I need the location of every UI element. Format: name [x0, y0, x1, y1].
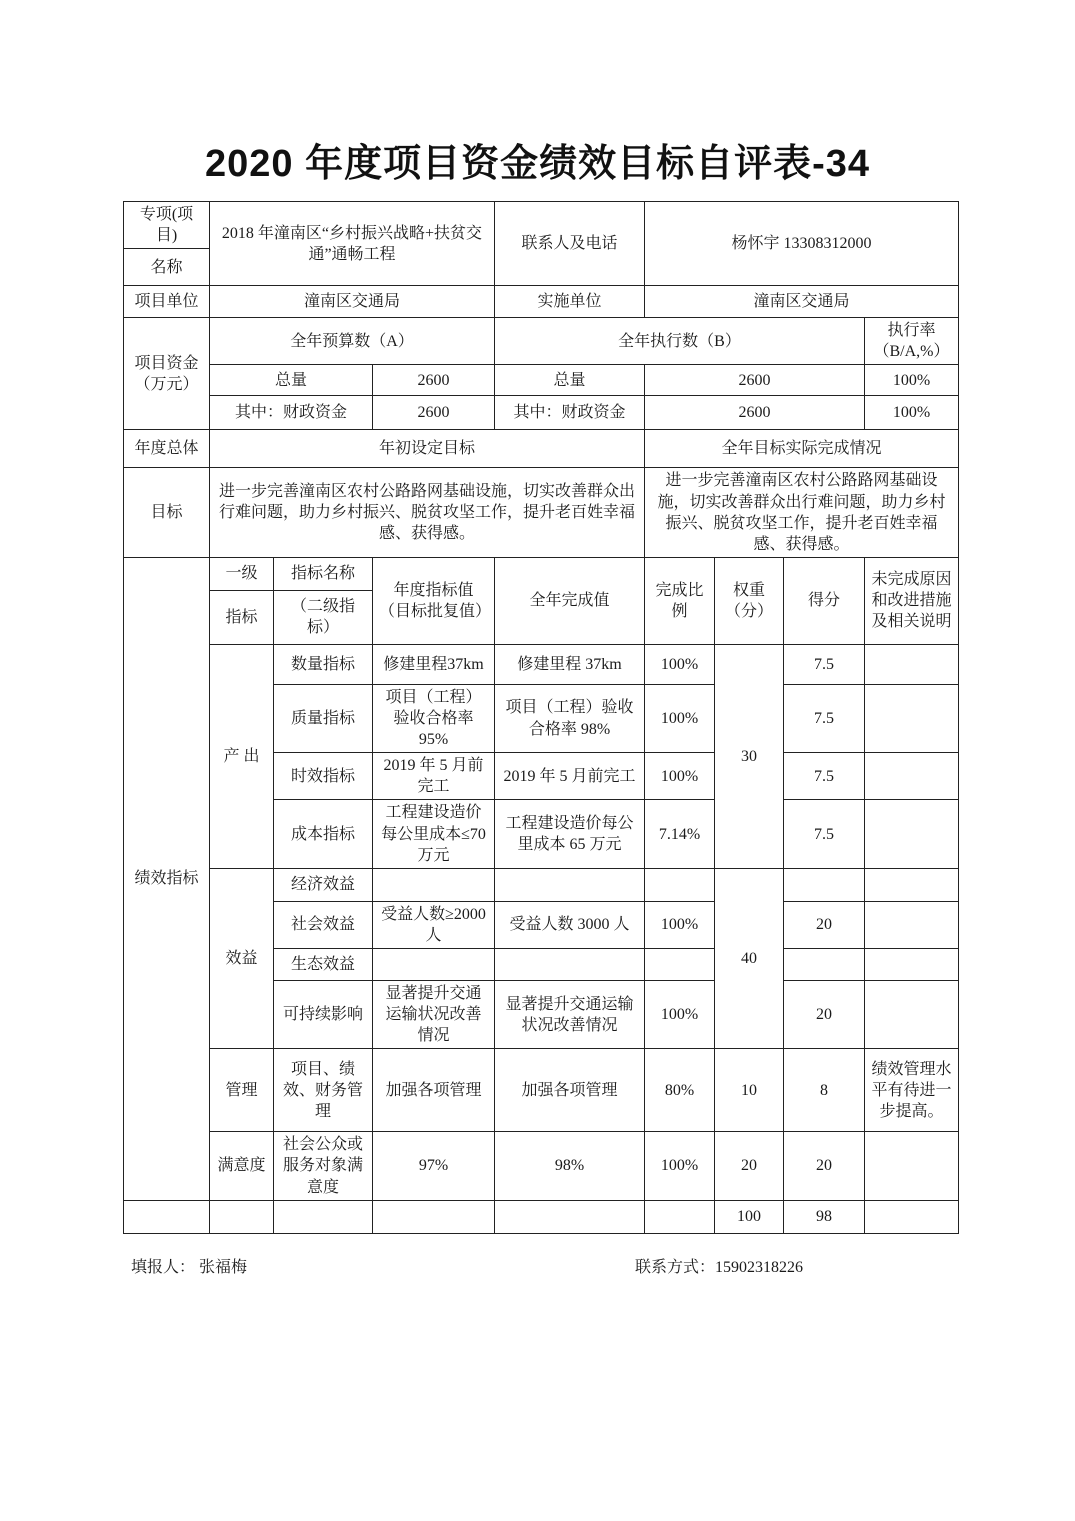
indicator-actual: 98%	[495, 1132, 645, 1200]
indicator-ratio: 100%	[645, 1132, 715, 1200]
impl-value: 潼南区交通局	[645, 286, 959, 318]
exec-label: 全年执行数（B）	[495, 318, 865, 365]
indicator-target: 97%	[373, 1132, 495, 1200]
group-benefit-weight: 40	[715, 868, 784, 1049]
indicator-remark	[865, 644, 959, 684]
indicator-ratio	[645, 948, 715, 980]
indicator-name: 成本指标	[274, 800, 373, 868]
head-remark: 未完成原因和改进措施及相关说明	[865, 557, 959, 644]
indicator-name: 经济效益	[274, 868, 373, 901]
indicator-target: 工程建设造价每公里成本≤70 万元	[373, 800, 495, 868]
empty-cell	[210, 1200, 274, 1233]
budget-fiscal-label: 其中：财政资金	[210, 396, 373, 430]
indicator-score: 7.5	[784, 753, 865, 800]
indicator-remark	[865, 800, 959, 868]
row-goal	[124, 468, 959, 557]
contact-value: 杨怀宇 13308312000	[645, 202, 959, 286]
indicators-section-label: 绩效指标	[124, 557, 210, 1200]
row-project-name-top	[124, 202, 959, 249]
empty-cell	[865, 1200, 959, 1233]
total-score: 98	[784, 1200, 865, 1233]
form-footer	[123, 1254, 958, 1284]
indicator-remark	[865, 868, 959, 901]
total-rate-value: 100%	[865, 365, 959, 396]
indicator-name: 可持续影响	[274, 980, 373, 1048]
indicator-ratio: 100%	[645, 753, 715, 800]
indicator-actual: 修建里程 37km	[495, 644, 645, 684]
row-funding-fiscal	[124, 396, 959, 430]
indicator-remark	[865, 1132, 959, 1200]
indicator-name: 生态效益	[274, 948, 373, 980]
filler-value: 张福梅	[199, 1258, 248, 1276]
indicator-remark	[865, 948, 959, 980]
indicator-name: 社会公众或服务对象满意度	[274, 1132, 373, 1200]
impl-label: 实施单位	[495, 286, 645, 318]
indicator-actual: 项目（工程）验收合格率 98%	[495, 684, 645, 752]
indicator-target: 显著提升交通运输状况改善情况	[373, 980, 495, 1048]
indicator-ratio: 7.14%	[645, 800, 715, 868]
exec-fiscal-label: 其中：财政资金	[495, 396, 645, 430]
annual-label: 年度总体	[124, 430, 210, 468]
indicator-target	[373, 868, 495, 901]
indicator-remark: 绩效管理水平有待进一步提高。	[865, 1049, 959, 1132]
indicator-row-management	[124, 1049, 959, 1132]
goal-set-text: 进一步完善潼南区农村公路路网基础设施，切实改善群众出行难问题，助力乡村振兴、脱贫攻坚工作，提升老百姓幸福感、获得感。	[210, 468, 645, 557]
indicator-ratio: 80%	[645, 1049, 715, 1132]
group-satisfaction-label: 满意度	[210, 1132, 274, 1200]
budget-label: 全年预算数（A）	[210, 318, 495, 365]
indicator-name: 质量指标	[274, 684, 373, 752]
indicator-name: 社会效益	[274, 901, 373, 948]
row-totals	[124, 1200, 959, 1233]
head-weight: 权重（分）	[715, 557, 784, 644]
budget-total-label: 总量	[210, 365, 373, 396]
fiscal-rate-value: 100%	[865, 396, 959, 430]
indicator-actual: 2019 年 5 月前完工	[495, 753, 645, 800]
indicator-score: 7.5	[784, 684, 865, 752]
indicator-ratio: 100%	[645, 980, 715, 1048]
indicator-remark	[865, 684, 959, 752]
head-actual-value: 全年完成值	[495, 557, 645, 644]
row-indicator-header-top	[124, 557, 959, 590]
footer-contact-label: 联系方式：	[635, 1258, 716, 1276]
head-score: 得分	[784, 557, 865, 644]
indicator-actual: 显著提升交通运输状况改善情况	[495, 980, 645, 1048]
indicator-actual	[495, 868, 645, 901]
indicator-remark	[865, 753, 959, 800]
indicator-name: 数量指标	[274, 644, 373, 684]
group-management-label: 管理	[210, 1049, 274, 1132]
indicator-name: 时效指标	[274, 753, 373, 800]
goal-done-text: 进一步完善潼南区农村公路路网基础设施，切实改善群众出行难问题，助力乡村振兴、脱贫攻坚工作，提升老百姓幸福感、获得感。	[645, 468, 959, 557]
group-management-weight: 10	[715, 1049, 784, 1132]
head-name-top: 指标名称	[274, 557, 373, 590]
group-satisfaction-weight: 20	[715, 1132, 784, 1200]
empty-cell	[495, 1200, 645, 1233]
indicator-target: 修建里程37km	[373, 644, 495, 684]
indicator-score: 20	[784, 901, 865, 948]
indicator-actual: 受益人数 3000 人	[495, 901, 645, 948]
contact-line	[635, 1254, 803, 1277]
indicator-name: 项目、绩效、财务管理	[274, 1049, 373, 1132]
indicator-score	[784, 948, 865, 980]
head-name-bottom: （二级指标）	[274, 590, 373, 644]
group-output-weight: 30	[715, 644, 784, 868]
empty-cell	[274, 1200, 373, 1233]
empty-cell	[373, 1200, 495, 1233]
indicator-row-satisfaction	[124, 1132, 959, 1200]
indicator-score: 7.5	[784, 800, 865, 868]
group-output-label: 产 出	[210, 644, 274, 868]
exec-total-value: 2600	[645, 365, 865, 396]
target-set-label: 年初设定目标	[210, 430, 645, 468]
project-label-top: 专项(项目)	[124, 202, 210, 249]
indicator-target: 项目（工程）验收合格率 95%	[373, 684, 495, 752]
self-evaluation-table	[123, 201, 959, 1234]
indicator-ratio: 100%	[645, 901, 715, 948]
group-benefit-label: 效益	[210, 868, 274, 1049]
head-target-value: 年度指标值（目标批复值）	[373, 557, 495, 644]
funding-label: 项目资金（万元）	[124, 318, 210, 430]
indicator-actual	[495, 948, 645, 980]
indicator-target: 受益人数≥2000 人	[373, 901, 495, 948]
indicator-actual: 工程建设造价每公里成本 65 万元	[495, 800, 645, 868]
indicator-ratio	[645, 868, 715, 901]
target-done-label: 全年目标实际完成情况	[645, 430, 959, 468]
total-weight: 100	[715, 1200, 784, 1233]
unit-value: 潼南区交通局	[210, 286, 495, 318]
head-level1-top: 一级	[210, 557, 274, 590]
empty-cell	[124, 1200, 210, 1233]
indicator-target: 加强各项管理	[373, 1049, 495, 1132]
filler-label: 填报人：	[131, 1258, 196, 1276]
row-funding-total	[124, 365, 959, 396]
page-title: 2020 年度项目资金绩效目标自评表-34	[204, 143, 871, 185]
budget-total-value: 2600	[373, 365, 495, 396]
contact-label: 联系人及电话	[495, 202, 645, 286]
indicator-ratio: 100%	[645, 644, 715, 684]
project-label-bottom: 名称	[124, 249, 210, 286]
budget-fiscal-value: 2600	[373, 396, 495, 430]
exec-total-label: 总量	[495, 365, 645, 396]
indicator-score: 20	[784, 1132, 865, 1200]
indicator-score: 8	[784, 1049, 865, 1132]
indicator-target	[373, 948, 495, 980]
project-name: 2018 年潼南区“乡村振兴战略+扶贫交通”通畅工程	[210, 202, 495, 286]
indicator-row-economic	[124, 868, 959, 901]
rate-label: 执行率（B/A,%）	[865, 318, 959, 365]
exec-fiscal-value: 2600	[645, 396, 865, 430]
head-ratio: 完成比例	[645, 557, 715, 644]
indicator-ratio: 100%	[645, 684, 715, 752]
indicator-target: 2019 年 5 月前完工	[373, 753, 495, 800]
indicator-remark	[865, 901, 959, 948]
indicator-score: 7.5	[784, 644, 865, 684]
indicator-score: 20	[784, 980, 865, 1048]
goal-label: 目标	[124, 468, 210, 557]
indicator-actual: 加强各项管理	[495, 1049, 645, 1132]
row-annual-header	[124, 430, 959, 468]
indicator-score	[784, 868, 865, 901]
empty-cell	[645, 1200, 715, 1233]
indicator-row-quantity	[124, 644, 959, 684]
footer-contact-value: 15902318226	[715, 1258, 804, 1276]
filler-line	[131, 1254, 247, 1277]
unit-label: 项目单位	[124, 286, 210, 318]
indicator-remark	[865, 980, 959, 1048]
row-project-unit	[124, 286, 959, 318]
head-level1-bottom: 指标	[210, 590, 274, 644]
row-funding-header	[124, 318, 959, 365]
